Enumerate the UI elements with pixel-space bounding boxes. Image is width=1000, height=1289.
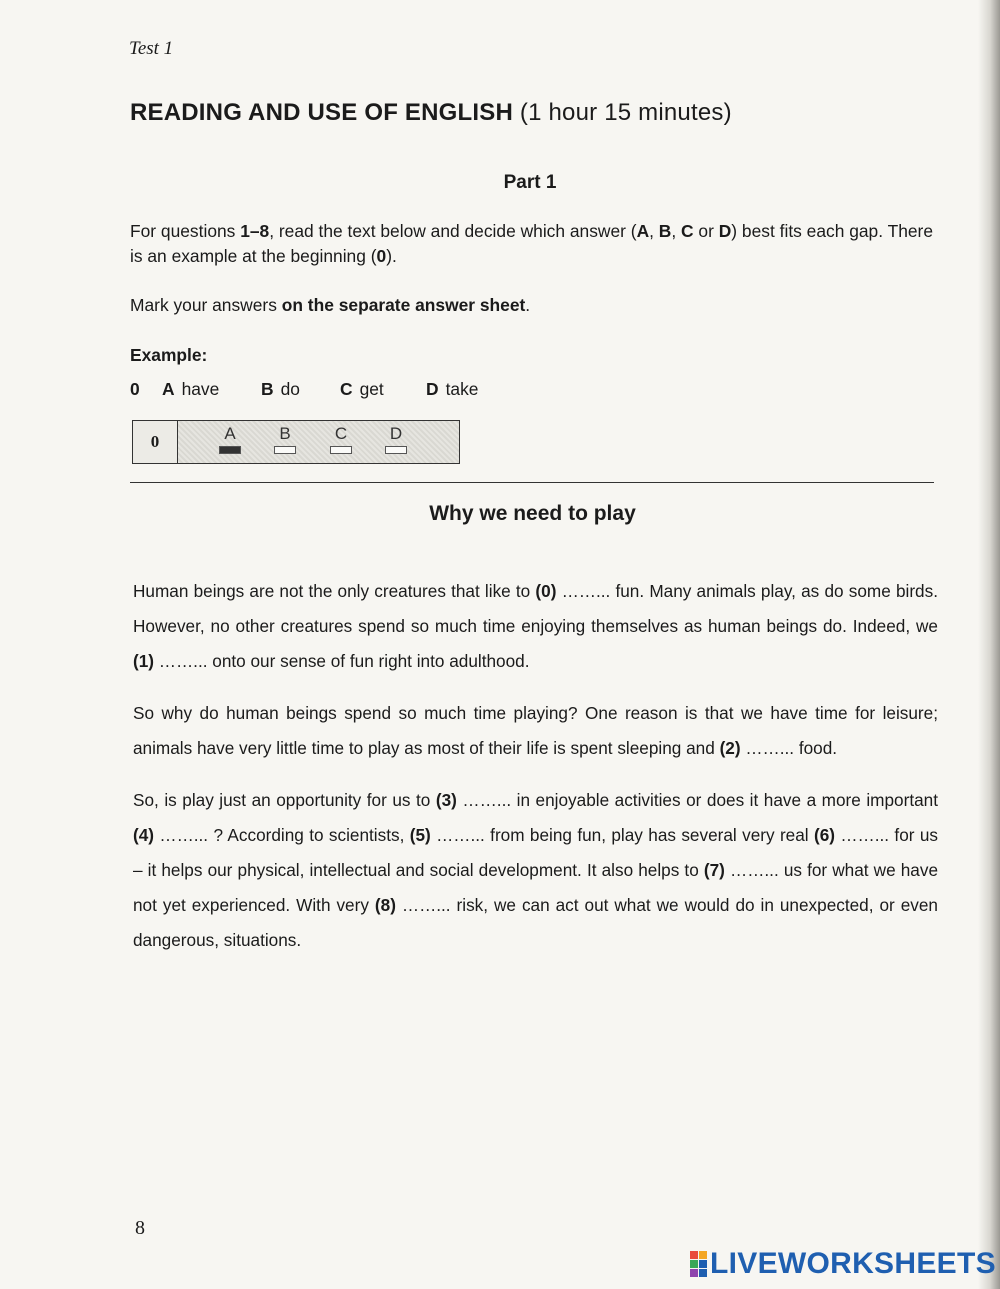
paragraph-text: ……... fun. Many animals play, as do some birds. However, no other creatures spend so much time enjoying themselves as human beings do. Indeed, we [133,581,938,636]
answer-box-number: 0 [133,421,178,463]
answer-bubble-d [381,424,411,454]
logo-square [690,1269,698,1277]
instructions-example-number: 0 [376,246,387,266]
instructions-letter: A [636,221,650,241]
instructions-letter: C [681,221,694,241]
gap-4: (4) [133,825,155,845]
answer-bubble-c [326,424,356,454]
gap-3: (3) [435,790,457,810]
bubble-slot [274,446,296,454]
paragraph-text: ……... onto our sense of fun right into adulthood. [154,651,530,671]
example-options [130,379,478,400]
instructions-text: , [671,221,682,241]
bubble-slot [385,446,407,454]
instructions-range: 1–8 [240,221,270,241]
gap-2: (2) [719,738,741,758]
paragraph-2 [133,696,938,766]
text-title: Why we need to play [429,502,636,525]
section-title-duration: (1 hour 15 minutes) [513,99,732,126]
option-word: have [181,379,220,399]
example-option-a [162,379,261,400]
watermark-text: LIVEWORKSHEETS [710,1247,996,1280]
option-word: get [359,379,384,399]
liveworksheets-watermark [690,1247,996,1281]
example-number [130,379,162,400]
answer-bubble-b [270,424,300,454]
example-option-d [426,379,478,400]
logo-square [690,1251,698,1259]
option-letter: B [261,379,274,399]
logo-square [699,1251,707,1259]
mark-emphasis: on the separate answer sheet [281,295,526,315]
logo-square [699,1260,707,1268]
instructions-text: For questions [130,221,241,241]
instructions-text: , [649,221,659,241]
logo-square [699,1269,707,1277]
section-divider [130,482,934,483]
paragraph-text: ……... ? According to scientists, [154,825,410,845]
gap-7: (7) [703,860,725,880]
instructions-text: or [693,221,719,241]
option-letter: A [162,379,175,399]
example-option-c [340,379,426,400]
answer-bubble-a [215,424,245,454]
gap-1: (1) [133,651,155,671]
paragraph-text: So, is play just an opportunity for us to [133,790,436,810]
mark-text: Mark your answers [130,295,282,315]
gap-5: (5) [409,825,431,845]
paragraph-text: ……... food. [740,738,838,758]
paragraph-text: ……... us for what we have not yet experienced. With very [133,860,939,915]
running-head: Test 1 [129,38,174,59]
option-word: take [445,379,479,399]
part-title: Part 1 [503,172,557,193]
paragraph-text: ……... in enjoyable activities or does it have a more important [456,790,938,810]
section-title-main: READING AND USE OF ENGLISH [130,99,514,126]
example-answer-box [132,420,460,464]
option-letter: D [426,379,439,399]
section-title [130,99,732,127]
paragraph-text: Human beings are not the only creatures that like to [133,581,536,601]
instructions-text: ) best fits each gap. There is an example at the beginning ( [130,221,934,266]
bubble-letter: A [224,424,236,443]
liveworksheets-logo-icon [690,1251,707,1277]
option-letter: C [340,379,353,399]
gap-8: (8) [374,895,396,915]
instructions-letter: D [718,221,732,241]
paragraph-1 [133,574,938,679]
paragraph-text: So why do human beings spend so much time playing? One reason is that we have time for leisure; animals have very little time to play as most of their life is spent sleeping and [133,703,938,758]
mark-answers-instruction [130,295,530,316]
instructions-letter: B [658,221,672,241]
paragraph-text: ……... risk, we can act out what we would do in unexpected, or even dangerous, situations. [133,895,938,950]
logo-square [690,1260,698,1268]
instructions [130,219,945,269]
example-label: Example: [130,345,208,365]
example-option-b [261,379,340,400]
gap-6: (6) [813,825,835,845]
instructions-text: ). [386,246,397,266]
instructions-text: , read the text below and decide which answer ( [269,221,637,241]
paragraph-3 [133,783,938,958]
mark-text: . [525,295,531,315]
bubble-slot [330,446,352,454]
gap-0: (0) [535,581,557,601]
option-word: do [280,379,300,399]
page-number: 8 [135,1217,145,1239]
paragraph-text: ……... from being fun, play has several very real [430,825,814,845]
answer-box-grid [178,421,459,463]
bubble-letter: D [389,424,403,443]
paragraph-text: ……... for us – it helps our physical, intellectual and social development. It also helps to [133,825,938,880]
bubble-letter: B [279,424,291,443]
bubble-letter: C [334,424,348,443]
bubble-slot-filled [219,446,241,454]
example-number-text: 0 [130,379,140,399]
